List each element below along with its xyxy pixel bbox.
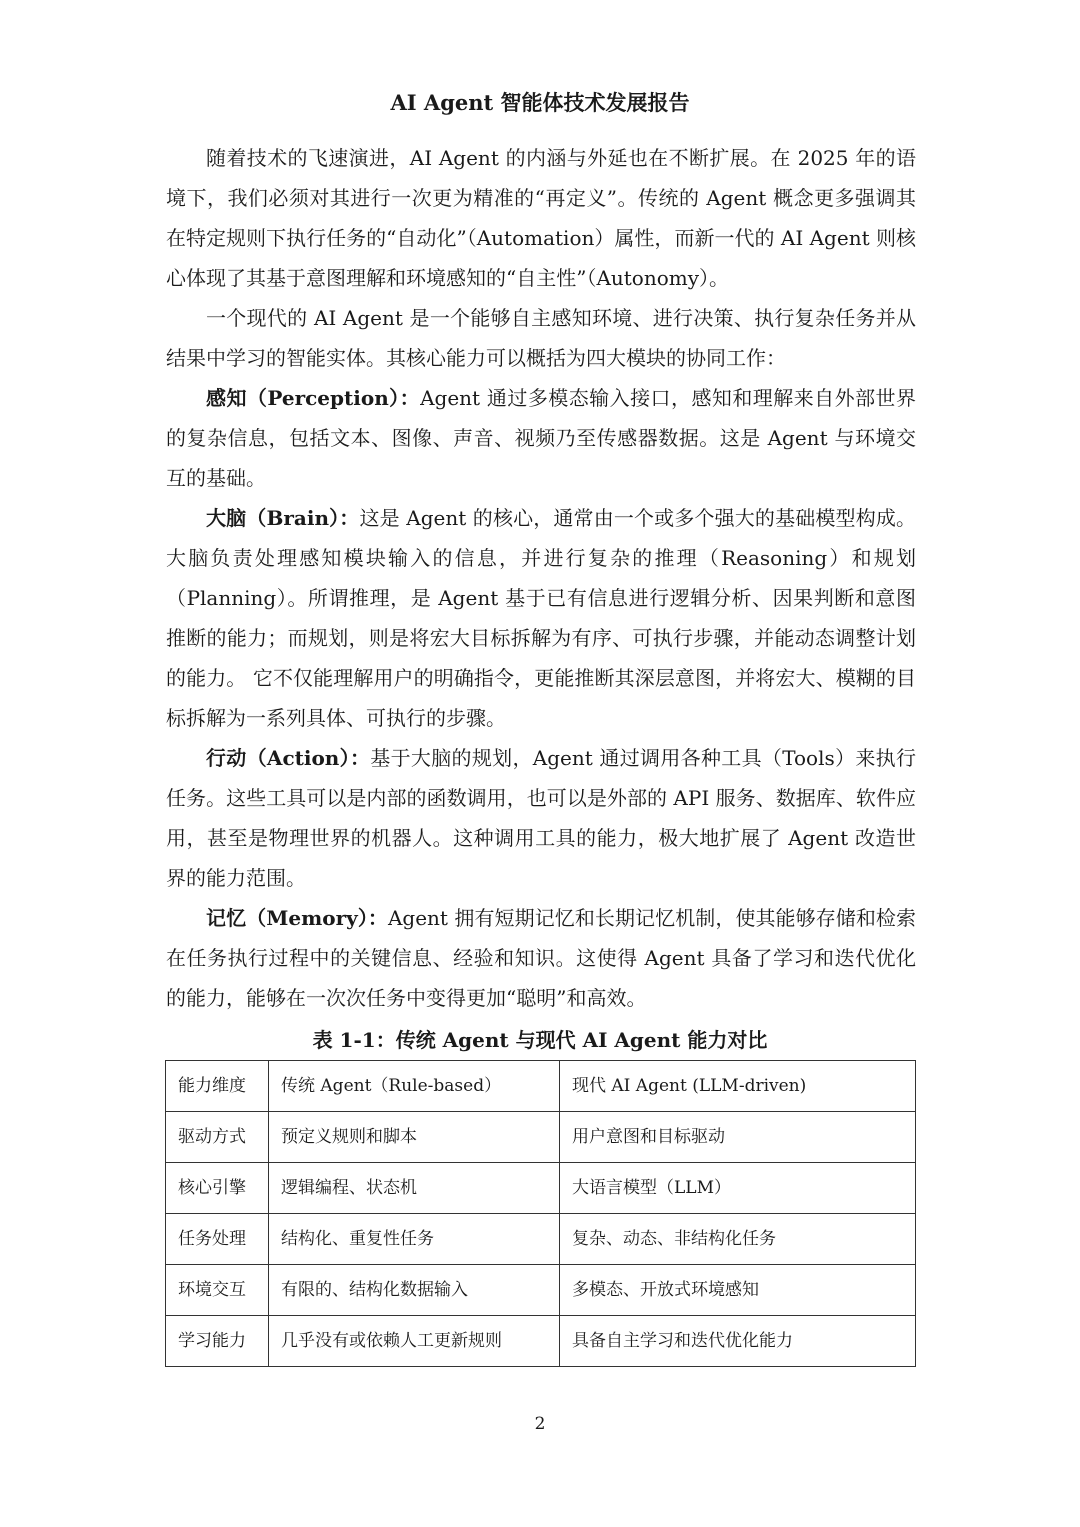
table-caption: 表 1-1：传统 Agent 与现代 AI Agent 能力对比 <box>312 1028 768 1052</box>
table-row <box>166 1316 916 1367</box>
table-cell: 传统 Agent（Rule-based） <box>269 1061 560 1112</box>
table-cell: 结构化、重复性任务 <box>269 1214 560 1265</box>
paragraph-text: Agent 拥有短期记忆和长期记忆机制，使其能够存储和检索在任务执行过程中的关键信息、经验和知识。这使得 Agent 具备了学习和迭代优化的能力，能够在一次次任务中变得更加“聪明”和高效。 <box>166 906 916 1010</box>
table-cell: 用户意图和目标驱动 <box>560 1112 916 1163</box>
table-cell: 具备自主学习和迭代优化能力 <box>560 1316 916 1367</box>
section-heading-perception: 感知（Perception）： <box>206 386 421 410</box>
comparison-table <box>165 1060 916 1367</box>
section-heading-memory: 记忆（Memory）： <box>206 906 388 930</box>
body-text <box>166 138 916 1018</box>
paragraph-text: 一个现代的 AI Agent 是一个能够自主感知环境、进行决策、执行复杂任务并从结果中学习的智能实体。其核心能力可以概括为四大模块的协同工作： <box>166 306 916 370</box>
table-cell: 能力维度 <box>166 1061 269 1112</box>
table-cell: 任务处理 <box>166 1214 269 1265</box>
paragraph-text: 基于大脑的规划，Agent 通过调用各种工具（Tools）来执行任务。这些工具可以是内部的函数调用，也可以是外部的 API 服务、数据库、软件应用，甚至是物理世界的机器人。这种调用工具的能力，极大地扩展了 Agent 改造世界的能力范围。 <box>166 746 916 890</box>
table-cell: 环境交互 <box>166 1265 269 1316</box>
table-cell: 现代 AI Agent (LLM-driven) <box>560 1061 916 1112</box>
section-heading-action: 行动（Action）： <box>206 746 371 770</box>
paragraph-memory <box>166 898 916 1018</box>
table-cell: 几乎没有或依赖人工更新规则 <box>269 1316 560 1367</box>
table-cell: 学习能力 <box>166 1316 269 1367</box>
table-row <box>166 1265 916 1316</box>
table-cell: 有限的、结构化数据输入 <box>269 1265 560 1316</box>
page-number: 2 <box>534 1414 546 1434</box>
paragraph-text: 随着技术的飞速演进，AI Agent 的内涵与外延也在不断扩展。在 2025 年的语境下，我们必须对其进行一次更为精准的“再定义”。传统的 Agent 概念更多强调其在特定规则下执行任务的“自动化”（Automation）属性，而新一代的 AI Agent 则核心体现了其基于意图理解和环境感知的“自主性”（Autonomy）。 <box>166 146 916 290</box>
paragraph-brain <box>166 498 916 738</box>
table-row <box>166 1112 916 1163</box>
table-cell: 复杂、动态、非结构化任务 <box>560 1214 916 1265</box>
table-row <box>166 1061 916 1112</box>
page-title: AI Agent 智能体技术发展报告 <box>390 90 690 115</box>
table-cell: 逻辑编程、状态机 <box>269 1163 560 1214</box>
table-cell: 预定义规则和脚本 <box>269 1112 560 1163</box>
table-row <box>166 1163 916 1214</box>
table-cell: 大语言模型（LLM） <box>560 1163 916 1214</box>
table-cell: 多模态、开放式环境感知 <box>560 1265 916 1316</box>
section-heading-brain: 大脑（Brain）： <box>206 506 360 530</box>
table-cell: 驱动方式 <box>166 1112 269 1163</box>
paragraph-action <box>166 738 916 898</box>
table-cell: 核心引擎 <box>166 1163 269 1214</box>
paragraph-definition <box>166 298 916 378</box>
table-row <box>166 1214 916 1265</box>
paragraph-perception <box>166 378 916 498</box>
paragraph-text: Agent 通过多模态输入接口，感知和理解来自外部世界的复杂信息，包括文本、图像、声音、视频乃至传感器数据。这是 Agent 与环境交互的基础。 <box>166 386 916 490</box>
paragraph-text: 这是 Agent 的核心，通常由一个或多个强大的基础模型构成。大脑负责处理感知模块输入的信息，并进行复杂的推理（Reasoning）和规划（Planning）。所谓推理，是 Agent 基于已有信息进行逻辑分析、因果判断和意图推断的能力；而规划，则是将宏大目标拆解为有序、可执行步骤，并能动态调整计划的能力。 它不仅能理解用户的明确指令，更能推断其深层意图，并将宏大、模糊的目标拆解为一系列具体、可执行的步骤。 <box>166 506 917 730</box>
paragraph-intro <box>166 138 916 298</box>
